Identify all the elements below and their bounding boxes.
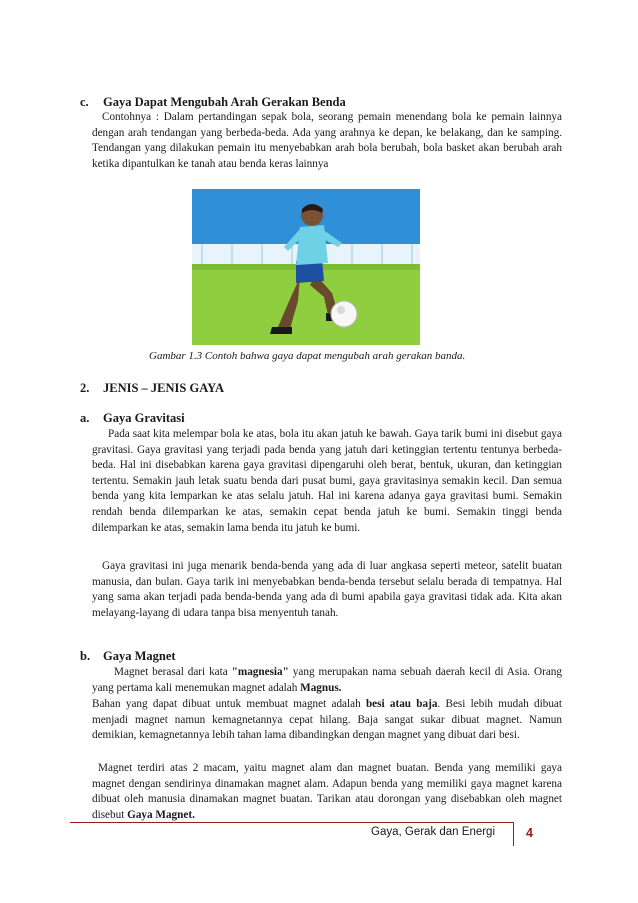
section-b-paragraph-3 [92, 761, 562, 823]
section-b-p3-bold: Gaya Magnet. [127, 808, 195, 821]
section-a-marker: a. [80, 411, 90, 425]
section-b-p2-bold: besi atau baja [365, 698, 438, 710]
section-b-marker: b. [80, 649, 91, 663]
section-a-paragraph-1: Pada saat kita melempar bola ke atas, bola itu akan jatuh ke bawah. Gaya tarik bumi ini disebut gaya gravitasi. Gaya gravitasi yang terjadi pada benda yang jatuh dari ketinggian tertentu tentunya berbeda-beda. Hal ini disebabkan karena gaya gravitasi dipengaruhi oleh berat, bentuk, ukuran, dan ketinggian tertentu. Semakin jauh letak suatu benda dari pusat bumi, gaya gravitasinya semakin kecil. Dan semua benda yang kita lemparkan ke atas selalu jatuh. Hal ini karena adanya gaya gravitasi bumi. Semakin rendah benda dilemparkan ke atas, semakin cepat benda jatuh ke bumi. Semakin tinggi benda dilemparkan ke atas, semakin lama benda itu jatuh ke bumi. [92, 428, 562, 534]
section-2-title: JENIS – JENIS GAYA [103, 381, 224, 395]
page-number: 4 [526, 826, 533, 840]
section-a-paragraph-2: Gaya gravitasi ini juga menarik benda-benda yang ada di luar angkasa seperti meteor, satelit buatan manusia, dan bulan. Gaya tarik ini menyebabkan benda-benda tersebut selalu berada di tempatnya. Hal yang sama akan terjadi pada benda-benda yang ada di bumi apabila gaya gravitasi tidak ada. Kita akan melayang-layang di udara tanpa bisa menyentuh tanah. [92, 560, 562, 619]
section-b-p1-bold-1: "magnesia" [231, 666, 289, 678]
section-b-paragraph-1 [92, 665, 562, 696]
footer-rule [70, 822, 567, 823]
page-number-box [514, 822, 567, 848]
figure-caption: Gambar 1.3 Contoh bahwa gaya dapat mengubah arah gerakan banda. [149, 350, 466, 362]
section-b-title: Gaya Magnet [103, 649, 176, 663]
footer-title: Gaya, Gerak dan Energi [371, 826, 496, 838]
section-b-p2-post: . Besi lebih mudah dibuat menjadi magnet namun kemagnetannya cepat hilang. Baja sangat sukar dibuat magnet. Namun demikian, kemagnetannya lebih tahan lama dibandingkan dengan magnet yang dibuat dari besi. [92, 698, 562, 742]
section-c-title: Gaya Dapat Mengubah Arah Gerakan Benda [103, 95, 346, 109]
section-b-paragraph-2 [92, 697, 562, 744]
section-b-p1-mid: yang merupakan nama sebuah daerah kecil di Asia. Orang yang pertama kali menemukan magnet adalah [92, 666, 562, 694]
soccer-ball [331, 301, 357, 327]
section-b-p1-bold-2: Magnus. [300, 681, 342, 694]
section-b-p1-pre: Magnet berasal dari kata [114, 666, 232, 678]
soccer-illustration-svg [192, 189, 420, 345]
section-b-p3-pre: Magnet terdiri atas 2 macam, yaitu magnet alam dan magnet buatan. Benda yang memiliki gaya magnet dengan sendirinya dinamakan magnet alam. Adapun benda yang memiliki gaya magnet karena dibuat oleh manusia dinamakan magnet buatan. Tarikan atau dorongan yang disebabkan oleh magnet disebut [92, 762, 562, 821]
section-a-title: Gaya Gravitasi [103, 411, 185, 425]
section-2-marker: 2. [80, 381, 90, 395]
soccer-illustration [192, 189, 420, 345]
section-b-p2-pre: Bahan yang dapat dibuat untuk membuat magnet adalah [92, 698, 366, 710]
section-c-marker: c. [80, 95, 89, 109]
section-c-body: Contohnya : Dalam pertandingan sepak bola, seorang pemain menendang bola ke pemain lainnya dengan arah tendangan yang berbeda-beda. Ada yang arahnya ke depan, ke belakang, dan ke samping. Tendangan yang dilakukan pemain itu menyebabkan arah bola berubah, bola basket akan berubah arah ketika dipantulkan ke tanah atau benda keras lainnya [92, 111, 562, 170]
